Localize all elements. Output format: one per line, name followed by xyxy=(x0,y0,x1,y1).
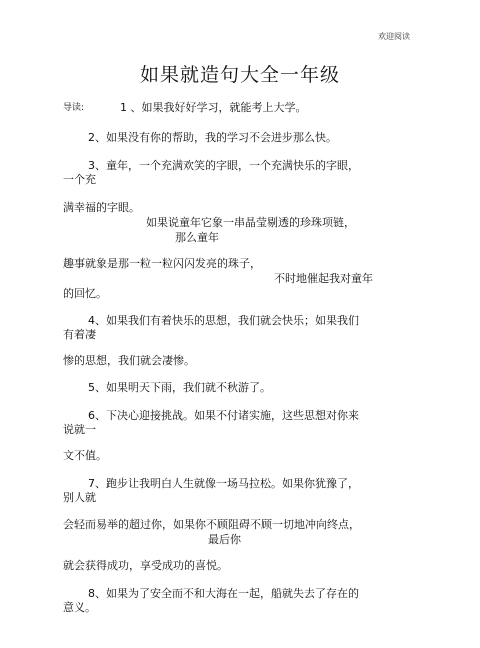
sentence-line: 3、童年，一个充满欢笑的字眼，一个充满快乐的字眼， xyxy=(88,159,359,172)
sentence-line: 惨的思想，我们就会凄惨。 xyxy=(63,354,195,367)
sentence-line: 的回忆。 xyxy=(63,287,107,300)
sentence-line: 意义。 xyxy=(63,601,96,614)
sentence-line: 1 、如果我好好学习，就能考上大学。 xyxy=(120,101,307,114)
sentence-line: 文不值。 xyxy=(63,449,107,462)
document-title: 如果就造句大全一年级 xyxy=(139,64,340,86)
sentence-line: 4、如果我们有着快乐的思想，我们就会快乐；如果我们 xyxy=(88,314,359,327)
sentence-line: 别人就 xyxy=(63,491,96,504)
sentence-line: 7、跑步让我明白人生就像一场马拉松。如果你犹豫了， xyxy=(88,477,359,490)
sentence-line: 一个充 xyxy=(63,173,96,186)
guide-label: 导读: xyxy=(63,103,85,113)
sentence-line: 就会获得成功，享受成功的喜悦。 xyxy=(63,559,228,572)
sentence-line: 5、如果明天下雨，我们就不秋游了。 xyxy=(88,381,271,394)
sentence-line: 会轻而易举的超过你，如果你不顾阻碍不顾一切地冲向终点， xyxy=(63,518,360,531)
sentence-line: 2、如果没有你的帮助，我的学习不会进步那么快。 xyxy=(88,131,337,144)
sentence-line: 那么童年 xyxy=(175,231,219,244)
sentence-line: 8、如果为了安全而不和大海在一起，船就失去了存在的 xyxy=(88,587,359,600)
sentence-line: 6、下决心迎接挑战。如果不付诸实施，这些思想对你来 xyxy=(88,409,359,422)
sentence-line: 如果说童年它象一串晶莹剔透的珍珠项链， xyxy=(146,216,355,229)
sentence-line: 最后你 xyxy=(208,533,241,546)
sentence-line: 不时地催起我对童年 xyxy=(274,272,373,285)
sentence-line: 有着凄 xyxy=(63,328,96,341)
header-note: 欢迎阅读 xyxy=(378,32,410,41)
sentence-line: 满幸福的字眼。 xyxy=(63,201,140,214)
sentence-line: 说就一 xyxy=(63,423,96,436)
sentence-line: 趣事就象是那一粒一粒闪闪发亮的珠子， xyxy=(63,257,261,270)
